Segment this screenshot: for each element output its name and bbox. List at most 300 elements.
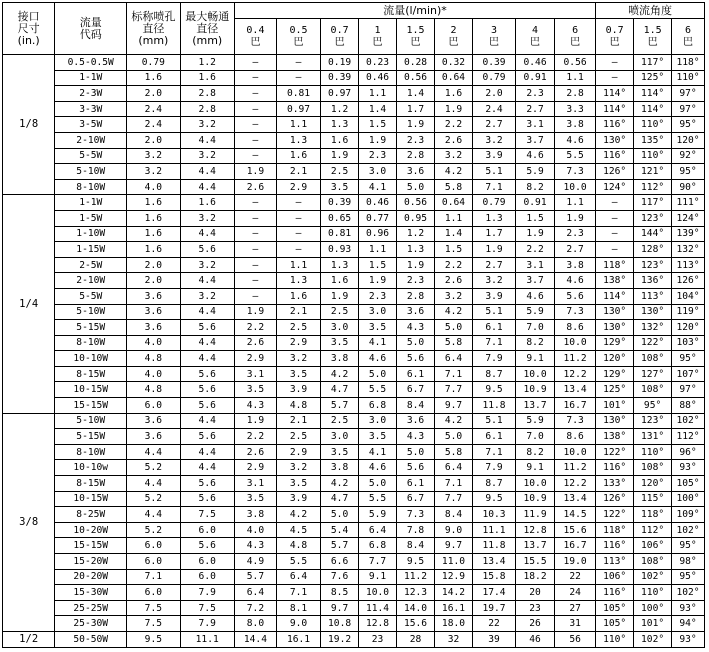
pressure-unit: 巴 xyxy=(683,36,694,48)
flow-rate-cell: 4.3 xyxy=(397,429,435,445)
flow-rate-cell: 5.1 xyxy=(472,413,515,429)
spray-angle-cell: 114° xyxy=(596,288,634,304)
table-row xyxy=(3,132,705,148)
flow-rate-cell: 3.5 xyxy=(234,491,276,507)
flow-rate-cell: 1.9 xyxy=(321,288,359,304)
flow-rate-cell: – xyxy=(234,210,276,226)
passage-diameter-cell: 1.6 xyxy=(180,195,234,211)
flow-rate-cell: 1.3 xyxy=(321,257,359,273)
spray-angle-cell: 101° xyxy=(596,398,634,414)
spray-angle-cell: 130° xyxy=(634,304,672,320)
flow-rate-cell: 7.0 xyxy=(516,429,555,445)
table-row xyxy=(3,335,705,351)
flow-rate-cell: 4.6 xyxy=(359,460,397,476)
passage-diameter-cell: 4.4 xyxy=(180,132,234,148)
flow-rate-cell: 5.5 xyxy=(276,554,320,570)
orifice-diameter-cell: 5.2 xyxy=(127,491,180,507)
flow-rate-cell: 5.5 xyxy=(555,148,596,164)
flow-rate-cell: 4.6 xyxy=(516,288,555,304)
flow-rate-cell: 8.2 xyxy=(516,179,555,195)
spray-angle-cell: 118° xyxy=(596,257,634,273)
pressure-unit: 巴 xyxy=(609,36,620,48)
flow-code-cell: 1-1W xyxy=(55,195,127,211)
spray-angle-cell: 110° xyxy=(634,148,672,164)
orifice-diameter-cell: 2.0 xyxy=(127,273,180,289)
flow-code-cell: 50-50W xyxy=(55,631,127,647)
pressure-value: 0.7 xyxy=(330,24,349,36)
flow-rate-cell: 22 xyxy=(555,569,596,585)
flow-rate-cell: 2.9 xyxy=(276,179,320,195)
orifice-diameter-cell: 6.0 xyxy=(127,585,180,601)
flow-rate-cell: 8.4 xyxy=(435,507,473,523)
connection-size-cell: 3/8 xyxy=(3,413,55,631)
flow-rate-cell: 14.2 xyxy=(435,585,473,601)
flow-rate-cell: 4.2 xyxy=(435,164,473,180)
spray-angle-cell: 112° xyxy=(634,522,672,538)
spray-angle-cell: 110° xyxy=(672,70,705,86)
flow-code-cell: 15-15W xyxy=(55,538,127,554)
flow-rate-cell: 3.5 xyxy=(321,335,359,351)
flow-rate-cell: 6.1 xyxy=(397,366,435,382)
flow-rate-cell: 1.2 xyxy=(321,101,359,117)
spray-angle-cell: 122° xyxy=(596,444,634,460)
orifice-diameter-cell: 2.0 xyxy=(127,257,180,273)
flow-rate-cell: 1.9 xyxy=(555,210,596,226)
spray-angle-cell: 95° xyxy=(672,117,705,133)
spray-angle-cell: 100° xyxy=(672,491,705,507)
flow-rate-cell: 2.1 xyxy=(276,164,320,180)
table-row xyxy=(3,366,705,382)
spray-angle-cell: 132° xyxy=(634,320,672,336)
flow-rate-cell: 18.2 xyxy=(516,569,555,585)
flow-rate-cell: 1.1 xyxy=(435,210,473,226)
spray-angle-cell: 96° xyxy=(672,444,705,460)
flow-rate-cell: – xyxy=(234,226,276,242)
flow-rate-cell: 5.5 xyxy=(359,382,397,398)
flow-rate-cell: – xyxy=(234,55,276,71)
flow-rate-cell: 2.5 xyxy=(321,304,359,320)
flow-rate-cell: 13.4 xyxy=(555,491,596,507)
flow-code-cell: 15-15W xyxy=(55,398,127,414)
spray-angle-cell: 95° xyxy=(672,351,705,367)
flow-rate-cell: – xyxy=(276,210,320,226)
flow-rate-cell: 3.9 xyxy=(276,382,320,398)
flow-rate-cell: 2.8 xyxy=(397,288,435,304)
flow-rate-cell: 31 xyxy=(555,616,596,632)
orifice-diameter-cell: 1.6 xyxy=(127,226,180,242)
table-row xyxy=(3,507,705,523)
flow-rate-cell: 0.56 xyxy=(397,70,435,86)
spray-angle-cell: 102° xyxy=(672,413,705,429)
flow-pressure-header xyxy=(516,19,555,55)
spray-angle-cell: 112° xyxy=(634,179,672,195)
flow-rate-cell: 12.8 xyxy=(359,616,397,632)
orifice-diameter-cell: 7.1 xyxy=(127,569,180,585)
flow-code-cell: 1-15W xyxy=(55,242,127,258)
flow-rate-cell: 3.7 xyxy=(516,132,555,148)
flow-rate-cell: 8.2 xyxy=(516,335,555,351)
flow-rate-cell: 7.3 xyxy=(397,507,435,523)
pressure-unit: 巴 xyxy=(334,36,345,48)
flow-rate-cell: 3.2 xyxy=(276,351,320,367)
flow-rate-cell: 5.6 xyxy=(397,351,435,367)
spray-angle-cell: 130° xyxy=(596,304,634,320)
orifice-diameter-cell: 4.4 xyxy=(127,476,180,492)
flow-pressure-header xyxy=(435,19,473,55)
flow-rate-cell: – xyxy=(276,70,320,86)
flow-rate-cell: 4.7 xyxy=(321,491,359,507)
passage-diameter-cell: 5.6 xyxy=(180,242,234,258)
flow-rate-cell: 8.0 xyxy=(234,616,276,632)
flow-code-cell: 8-10W xyxy=(55,179,127,195)
flow-rate-cell: 10.9 xyxy=(516,382,555,398)
flow-rate-cell: 3.9 xyxy=(276,491,320,507)
flow-rate-cell: 5.7 xyxy=(234,569,276,585)
orifice-diameter-cell: 4.0 xyxy=(127,179,180,195)
flow-rate-cell: 8.5 xyxy=(321,585,359,601)
pressure-unit: 巴 xyxy=(410,36,421,48)
passage-diameter-cell: 7.9 xyxy=(180,585,234,601)
flow-rate-cell: 15.6 xyxy=(555,522,596,538)
table-row xyxy=(3,585,705,601)
flow-rate-cell: 3.9 xyxy=(472,148,515,164)
flow-rate-cell: 15.5 xyxy=(516,554,555,570)
table-row xyxy=(3,631,705,647)
flow-rate-cell: 23 xyxy=(359,631,397,647)
flow-rate-cell: 3.5 xyxy=(276,366,320,382)
flow-rate-cell: 8.4 xyxy=(397,538,435,554)
flow-rate-cell: 1.4 xyxy=(397,86,435,102)
flow-rate-cell: 1.6 xyxy=(321,273,359,289)
flow-rate-cell: 3.8 xyxy=(555,117,596,133)
flow-rate-cell: 7.3 xyxy=(555,304,596,320)
flow-rate-cell: 10.0 xyxy=(359,585,397,601)
pressure-unit: 巴 xyxy=(489,36,500,48)
flow-rate-cell: 6.4 xyxy=(435,351,473,367)
spray-angle-cell: 120° xyxy=(596,351,634,367)
spray-angle-cell: 102° xyxy=(634,569,672,585)
flow-rate-cell: 9.0 xyxy=(435,522,473,538)
spray-angle-cell: 116° xyxy=(596,460,634,476)
flow-rate-cell: 11.2 xyxy=(555,351,596,367)
passage-diameter-cell: 3.2 xyxy=(180,288,234,304)
table-row xyxy=(3,444,705,460)
flow-rate-cell: 4.6 xyxy=(555,273,596,289)
flow-rate-cell: 6.4 xyxy=(359,522,397,538)
flow-rate-cell: 2.2 xyxy=(516,242,555,258)
flow-rate-cell: 2.7 xyxy=(516,101,555,117)
flow-rate-cell: 10.8 xyxy=(321,616,359,632)
table-row xyxy=(3,179,705,195)
table-row xyxy=(3,242,705,258)
flow-code-cell: 5-15W xyxy=(55,429,127,445)
flow-rate-cell: 5.8 xyxy=(435,444,473,460)
table-row xyxy=(3,55,705,71)
flow-rate-cell: 3.5 xyxy=(276,476,320,492)
flow-rate-cell: 19.0 xyxy=(555,554,596,570)
flow-rate-cell: 1.7 xyxy=(397,101,435,117)
spray-angle-cell: 117° xyxy=(634,55,672,71)
flow-rate-cell: 0.65 xyxy=(321,210,359,226)
flow-rate-cell: 3.2 xyxy=(472,273,515,289)
flow-rate-cell: 4.8 xyxy=(276,538,320,554)
orifice-diameter-cell: 9.5 xyxy=(127,631,180,647)
flow-rate-cell: 2.3 xyxy=(359,148,397,164)
passage-diameter-cell: 5.6 xyxy=(180,491,234,507)
flow-rate-cell: 7.0 xyxy=(516,320,555,336)
passage-diameter-cell: 4.4 xyxy=(180,460,234,476)
flow-rate-cell: 8.4 xyxy=(397,398,435,414)
spray-angle-cell: 108° xyxy=(634,554,672,570)
spray-angle-cell: 116° xyxy=(596,117,634,133)
flow-rate-cell: 1.6 xyxy=(276,148,320,164)
flow-code-cell: 10-15W xyxy=(55,491,127,507)
angle-pressure-header xyxy=(634,19,672,55)
flow-rate-cell: 9.1 xyxy=(359,569,397,585)
flow-rate-cell: 1.9 xyxy=(234,413,276,429)
orifice-diameter-cell: 3.6 xyxy=(127,320,180,336)
orifice-diameter-cell: 3.2 xyxy=(127,148,180,164)
flow-code-cell: 1-1W xyxy=(55,70,127,86)
table-row xyxy=(3,600,705,616)
flow-rate-cell: 12.9 xyxy=(435,569,473,585)
flow-rate-cell: 10.9 xyxy=(516,491,555,507)
flow-rate-cell: 5.5 xyxy=(359,491,397,507)
flow-rate-cell: 1.3 xyxy=(276,273,320,289)
pressure-unit: 巴 xyxy=(570,36,581,48)
flow-rate-cell: 2.2 xyxy=(435,257,473,273)
flow-rate-cell: 1.9 xyxy=(359,273,397,289)
flow-rate-cell: 7.8 xyxy=(397,522,435,538)
flow-rate-cell: 3.2 xyxy=(472,132,515,148)
flow-rate-cell: 1.4 xyxy=(359,101,397,117)
flow-rate-cell: 7.7 xyxy=(435,382,473,398)
flow-rate-cell: 1.6 xyxy=(321,132,359,148)
table-row xyxy=(3,226,705,242)
flow-rate-cell: 7.3 xyxy=(555,164,596,180)
flow-rate-cell: 0.39 xyxy=(321,195,359,211)
flow-rate-cell: 6.1 xyxy=(397,476,435,492)
connection-size-cell: 1/2 xyxy=(3,631,55,647)
flow-rate-cell: 0.64 xyxy=(435,70,473,86)
spray-angle-cell: 130° xyxy=(596,132,634,148)
flow-code-cell: 15-30W xyxy=(55,585,127,601)
passage-diameter-cell: 5.6 xyxy=(180,366,234,382)
flow-rate-cell: 2.6 xyxy=(234,179,276,195)
flow-rate-cell: 7.1 xyxy=(276,585,320,601)
flow-rate-cell: 15.6 xyxy=(397,616,435,632)
orifice-diameter-cell: 3.6 xyxy=(127,288,180,304)
flow-rate-cell: 4.6 xyxy=(555,132,596,148)
orifice-diameter-cell: 1.6 xyxy=(127,242,180,258)
table-row xyxy=(3,273,705,289)
header-size: 接口 尺寸 (in.) xyxy=(3,3,55,55)
flow-rate-cell: 18.0 xyxy=(435,616,473,632)
flow-rate-cell: 10.0 xyxy=(516,476,555,492)
flow-rate-cell: 0.81 xyxy=(276,86,320,102)
spray-angle-cell: 120° xyxy=(672,132,705,148)
flow-code-cell: 25-25W xyxy=(55,600,127,616)
flow-rate-cell: 9.1 xyxy=(516,460,555,476)
flow-rate-cell: 5.0 xyxy=(435,320,473,336)
spray-angle-cell: 115° xyxy=(634,491,672,507)
spray-angle-cell: 102° xyxy=(672,585,705,601)
flow-rate-cell: 3.5 xyxy=(321,179,359,195)
flow-rate-cell: 5.9 xyxy=(516,304,555,320)
flow-rate-cell: 2.5 xyxy=(276,320,320,336)
orifice-diameter-cell: 3.2 xyxy=(127,164,180,180)
pressure-value: 6 xyxy=(685,24,692,36)
spray-angle-cell: 107° xyxy=(672,366,705,382)
flow-rate-cell: 13.7 xyxy=(516,398,555,414)
orifice-diameter-cell: 3.6 xyxy=(127,413,180,429)
flow-rate-cell: 5.7 xyxy=(321,398,359,414)
table-row xyxy=(3,148,705,164)
spray-angle-cell: 110° xyxy=(634,117,672,133)
table-row xyxy=(3,86,705,102)
flow-rate-cell: 0.79 xyxy=(472,195,515,211)
passage-diameter-cell: 6.0 xyxy=(180,522,234,538)
flow-rate-cell: 13.4 xyxy=(472,554,515,570)
flow-rate-cell: 19.2 xyxy=(321,631,359,647)
pressure-value: 0.5 xyxy=(289,24,308,36)
flow-rate-cell: 8.7 xyxy=(472,366,515,382)
flow-rate-cell: 3.3 xyxy=(555,101,596,117)
orifice-diameter-cell: 4.8 xyxy=(127,382,180,398)
flow-rate-cell: 4.7 xyxy=(321,382,359,398)
spray-angle-cell: 97° xyxy=(672,101,705,117)
orifice-diameter-cell: 3.6 xyxy=(127,429,180,445)
passage-diameter-cell: 4.4 xyxy=(180,304,234,320)
flow-rate-cell: 4.1 xyxy=(359,444,397,460)
spray-angle-cell: 113° xyxy=(672,257,705,273)
flow-code-cell: 2-5W xyxy=(55,257,127,273)
spray-angle-cell: 116° xyxy=(596,148,634,164)
spray-angle-cell: 102° xyxy=(634,631,672,647)
flow-rate-cell: 0.97 xyxy=(276,101,320,117)
spray-angle-cell: 95° xyxy=(634,398,672,414)
spray-angle-cell: 95° xyxy=(672,164,705,180)
flow-rate-cell: 0.95 xyxy=(397,210,435,226)
spray-angle-cell: 114° xyxy=(634,86,672,102)
flow-pressure-header xyxy=(321,19,359,55)
flow-rate-cell: – xyxy=(234,86,276,102)
flow-rate-cell: 0.91 xyxy=(516,70,555,86)
flow-rate-cell: 1.7 xyxy=(472,226,515,242)
spray-angle-cell: 123° xyxy=(634,413,672,429)
pressure-value: 1.5 xyxy=(406,24,425,36)
flow-rate-cell: 4.0 xyxy=(234,522,276,538)
flow-rate-cell: 7.1 xyxy=(472,335,515,351)
orifice-diameter-cell: 0.79 xyxy=(127,55,180,71)
flow-rate-cell: 2.3 xyxy=(555,226,596,242)
flow-rate-cell: 2.8 xyxy=(397,148,435,164)
flow-pressure-header xyxy=(234,19,276,55)
flow-rate-cell: 2.2 xyxy=(234,429,276,445)
flow-rate-cell: 6.4 xyxy=(435,460,473,476)
spray-angle-cell: 113° xyxy=(596,554,634,570)
flow-rate-cell: 2.9 xyxy=(234,351,276,367)
flow-rate-cell: 2.9 xyxy=(234,460,276,476)
flow-rate-cell: 11.0 xyxy=(435,554,473,570)
flow-rate-cell: – xyxy=(276,242,320,258)
table-row xyxy=(3,476,705,492)
flow-rate-cell: 24 xyxy=(555,585,596,601)
orifice-diameter-cell: 4.8 xyxy=(127,351,180,367)
flow-rate-cell: 5.0 xyxy=(397,335,435,351)
flow-code-cell: 2-10W xyxy=(55,132,127,148)
spray-angle-cell: 88° xyxy=(672,398,705,414)
flow-rate-cell: 0.32 xyxy=(435,55,473,71)
table-row xyxy=(3,491,705,507)
flow-rate-cell: 9.0 xyxy=(276,616,320,632)
connection-size-cell: 1/4 xyxy=(3,195,55,413)
flow-rate-cell: – xyxy=(234,117,276,133)
flow-rate-cell: 2.9 xyxy=(276,335,320,351)
spray-angle-cell: 125° xyxy=(634,70,672,86)
flow-rate-cell: 2.1 xyxy=(276,304,320,320)
flow-rate-cell: 7.1 xyxy=(435,366,473,382)
flow-rate-cell: 1.2 xyxy=(397,226,435,242)
spray-angle-cell: 93° xyxy=(672,631,705,647)
passage-diameter-cell: 6.0 xyxy=(180,554,234,570)
passage-diameter-cell: 7.5 xyxy=(180,507,234,523)
flow-rate-cell: 2.8 xyxy=(555,86,596,102)
flow-rate-cell: 8.6 xyxy=(555,320,596,336)
flow-rate-cell: 0.39 xyxy=(472,55,515,71)
passage-diameter-cell: 11.1 xyxy=(180,631,234,647)
spray-angle-cell: 128° xyxy=(634,242,672,258)
flow-code-cell: 8-15W xyxy=(55,476,127,492)
flow-rate-cell: 11.2 xyxy=(555,460,596,476)
spray-angle-cell: 125° xyxy=(596,382,634,398)
flow-rate-cell: 2.4 xyxy=(472,101,515,117)
spray-angle-cell: 139° xyxy=(672,226,705,242)
spray-angle-cell: 138° xyxy=(596,429,634,445)
flow-rate-cell: 10.0 xyxy=(555,444,596,460)
flow-rate-cell: 7.7 xyxy=(359,554,397,570)
table-row xyxy=(3,288,705,304)
flow-rate-cell: 32 xyxy=(435,631,473,647)
flow-rate-cell: 11.8 xyxy=(472,538,515,554)
flow-rate-cell: 7.7 xyxy=(435,491,473,507)
flow-rate-cell: 4.2 xyxy=(276,507,320,523)
flow-rate-cell: 3.2 xyxy=(435,148,473,164)
spray-angle-cell: 126° xyxy=(672,273,705,289)
flow-rate-cell: 16.1 xyxy=(276,631,320,647)
flow-rate-cell: 5.0 xyxy=(397,444,435,460)
spray-angle-cell: 108° xyxy=(634,351,672,367)
flow-rate-cell: 4.2 xyxy=(435,413,473,429)
passage-diameter-cell: 4.4 xyxy=(180,335,234,351)
flow-rate-cell: 1.1 xyxy=(276,257,320,273)
orifice-diameter-cell: 2.0 xyxy=(127,86,180,102)
flow-code-cell: 5-10W xyxy=(55,304,127,320)
flow-rate-cell: 9.7 xyxy=(321,600,359,616)
flow-rate-cell: 0.96 xyxy=(359,226,397,242)
flow-code-cell: 8-15W xyxy=(55,366,127,382)
flow-rate-cell: 2.6 xyxy=(435,132,473,148)
spray-angle-cell: 94° xyxy=(672,616,705,632)
flow-pressure-header xyxy=(276,19,320,55)
spray-angle-cell: 124° xyxy=(596,179,634,195)
flow-rate-cell: 8.1 xyxy=(276,600,320,616)
flow-rate-cell: 0.97 xyxy=(321,86,359,102)
pressure-value: 3 xyxy=(491,24,498,36)
flow-rate-cell: 1.9 xyxy=(397,117,435,133)
spray-angle-cell: 133° xyxy=(596,476,634,492)
flow-rate-cell: 14.0 xyxy=(397,600,435,616)
